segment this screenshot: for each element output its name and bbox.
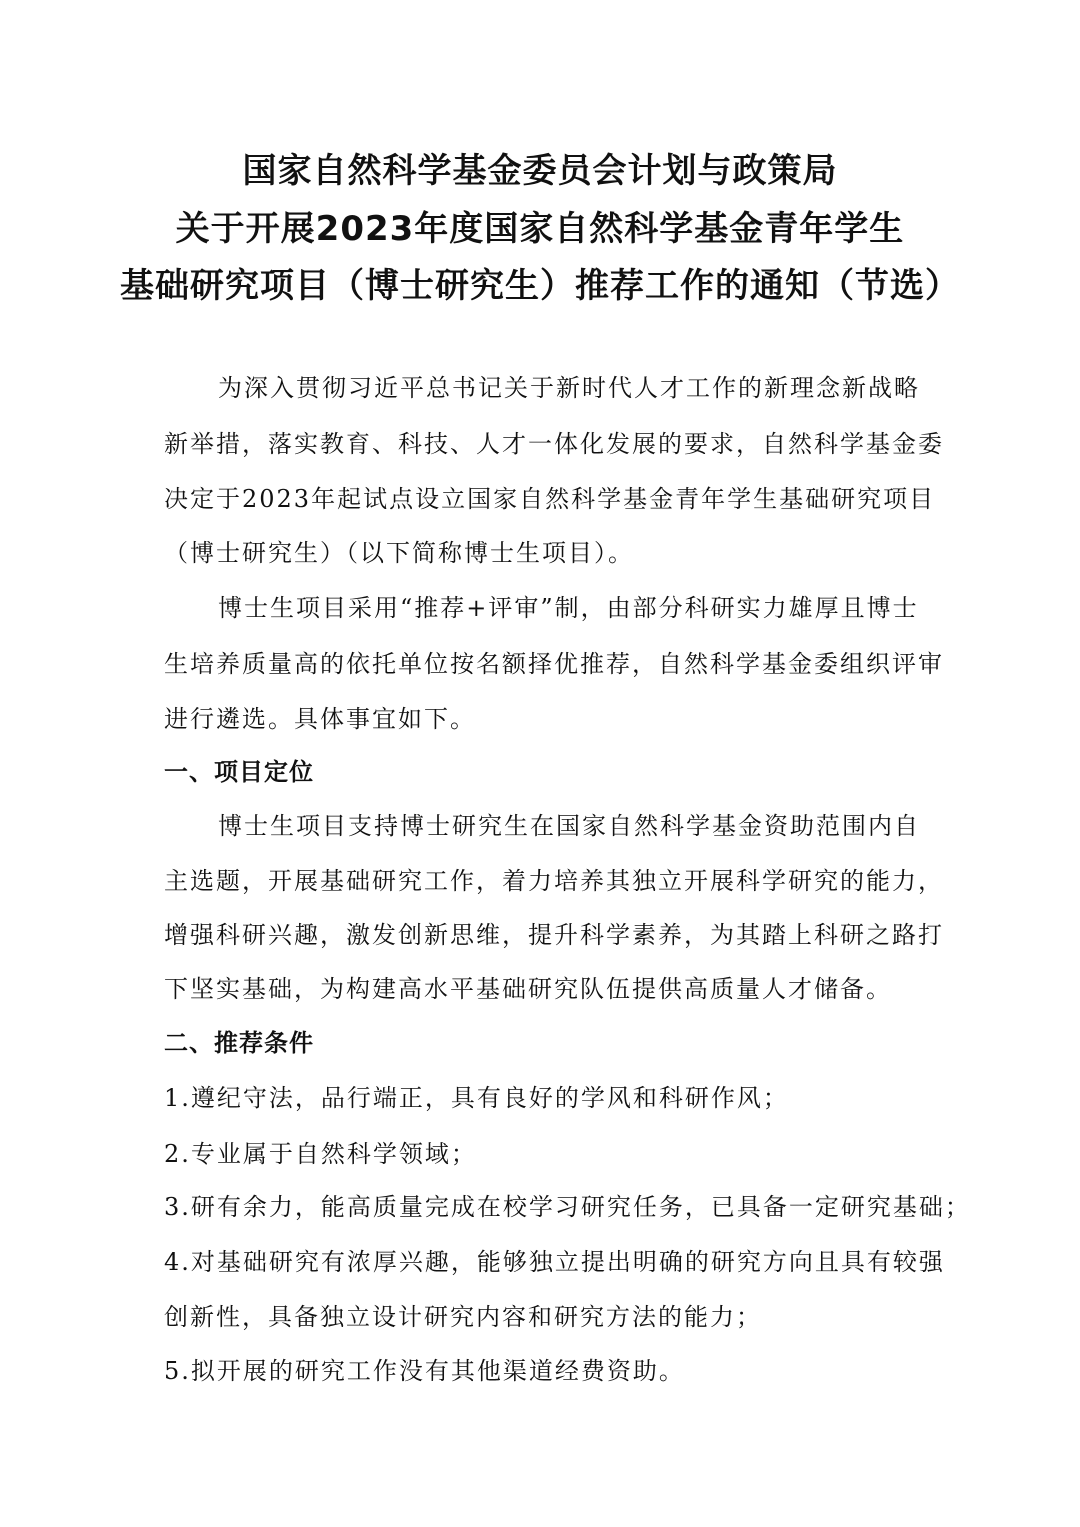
document-title-line-3: 基础研究项目（博士研究生）推荐工作的通知（节选） [120, 266, 960, 306]
paragraph-2-line-3: 进行遴选。具体事宜如下。 [164, 705, 476, 733]
condition-item-5: 5.拟开展的研究工作没有其他渠道经费资助。 [164, 1357, 685, 1385]
section-heading-1: 一、项目定位 [164, 758, 314, 786]
paragraph-3-line-4: 下坚实基础，为构建高水平基础研究队伍提供高质量人才储备。 [164, 975, 892, 1003]
paragraph-1-line-2: 新举措，落实教育、科技、人才一体化发展的要求，自然科学基金委 [164, 430, 944, 458]
paragraph-1-line-1: 为深入贯彻习近平总书记关于新时代人才工作的新理念新战略 [218, 374, 920, 402]
paragraph-1-line-3: 决定于2023年起试点设立国家自然科学基金青年学生基础研究项目 [164, 485, 936, 513]
paragraph-3-line-1: 博士生项目支持博士研究生在国家自然科学基金资助范围内自 [218, 812, 920, 840]
section-heading-2: 二、推荐条件 [164, 1029, 314, 1057]
document-title-line-2: 关于开展2023年度国家自然科学基金青年学生 [175, 209, 905, 249]
paragraph-3-line-2: 主选题，开展基础研究工作，着力培养其独立开展科学研究的能力， [164, 867, 944, 895]
paragraph-2-line-2: 生培养质量高的依托单位按名额择优推荐，自然科学基金委组织评审 [164, 650, 944, 678]
paragraph-1-line-4: （博士研究生）（以下简称博士生项目）。 [164, 539, 634, 567]
document-title-line-1: 国家自然科学基金委员会计划与政策局 [242, 151, 838, 191]
paragraph-3-line-3: 增强科研兴趣，激发创新思维，提升科学素养，为其踏上科研之路打 [164, 921, 944, 949]
condition-item-1: 1.遵纪守法，品行端正，具有良好的学风和科研作风； [164, 1084, 789, 1112]
paragraph-2-line-1: 博士生项目采用“推荐+评审”制，由部分科研实力雄厚且博士 [218, 594, 919, 622]
condition-item-4-line-2: 创新性，具备独立设计研究内容和研究方法的能力； [164, 1303, 762, 1331]
condition-item-3: 3.研有余力，能高质量完成在校学习研究任务，已具备一定研究基础； [164, 1193, 971, 1221]
condition-item-2: 2.专业属于自然科学领域； [164, 1140, 477, 1168]
condition-item-4-line-1: 4.对基础研究有浓厚兴趣，能够独立提出明确的研究方向且具有较强 [164, 1248, 945, 1276]
